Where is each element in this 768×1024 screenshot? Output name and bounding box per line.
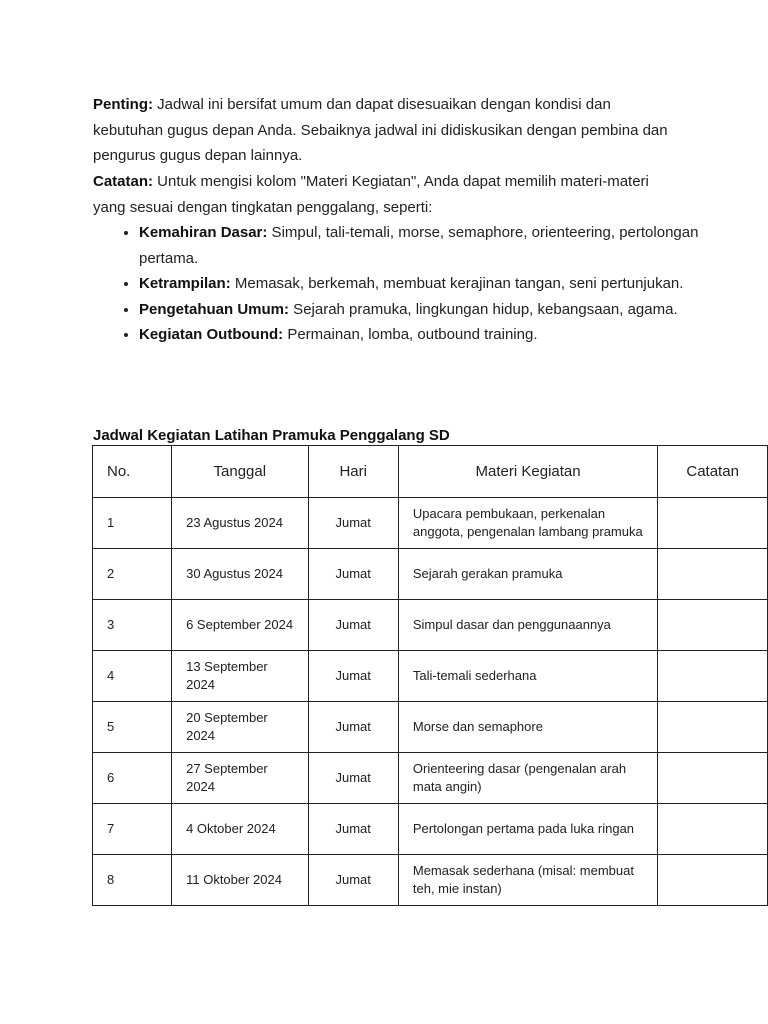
bullet-label: Kegiatan Outbound: bbox=[139, 326, 284, 344]
cell-catatan bbox=[658, 753, 768, 804]
cell-hari: Jumat bbox=[308, 804, 398, 855]
cell-hari: Jumat bbox=[308, 651, 398, 702]
cell-no: 6 bbox=[93, 753, 172, 804]
bullet-text: Permainan, lomba, outbound training. bbox=[283, 326, 538, 344]
table-row bbox=[93, 753, 768, 804]
cell-no: 8 bbox=[93, 855, 172, 906]
cell-materi: Tali-temali sederhana bbox=[398, 651, 657, 702]
cell-hari: Jumat bbox=[308, 702, 398, 753]
cell-no: 1 bbox=[93, 498, 172, 549]
table-row bbox=[93, 549, 768, 600]
cell-hari: Jumat bbox=[308, 498, 398, 549]
table-row bbox=[93, 855, 768, 906]
bullet-ketrampilan bbox=[139, 271, 699, 297]
cell-tanggal: 30 Agustus 2024 bbox=[172, 549, 308, 600]
cell-materi: Morse dan semaphore bbox=[398, 702, 657, 753]
header-tanggal: Tanggal bbox=[172, 446, 308, 498]
cell-no: 5 bbox=[93, 702, 172, 753]
table-row bbox=[93, 702, 768, 753]
cell-no: 3 bbox=[93, 600, 172, 651]
schedule-table bbox=[92, 445, 768, 906]
catatan-note bbox=[93, 169, 683, 220]
bullet-text: Memasak, berkemah, membuat kerajinan tangan, seni pertunjukan. bbox=[230, 275, 684, 293]
cell-materi: Sejarah gerakan pramuka bbox=[398, 549, 657, 600]
bullet-kemahiran-dasar bbox=[139, 220, 699, 271]
cell-tanggal: 23 Agustus 2024 bbox=[172, 498, 308, 549]
bullet-label: Pengetahuan Umum: bbox=[139, 300, 290, 318]
cell-hari: Jumat bbox=[308, 549, 398, 600]
cell-catatan bbox=[658, 651, 768, 702]
catatan-text: Untuk mengisi kolom "Materi Kegiatan", Anda dapat memilih materi-materi yang sesuai dengan tingkatan penggalang, seperti: bbox=[93, 173, 649, 216]
cell-hari: Jumat bbox=[308, 855, 398, 906]
bullet-text: Sejarah pramuka, lingkungan hidup, kebangsaan, agama. bbox=[289, 300, 678, 318]
important-note bbox=[93, 92, 683, 169]
cell-tanggal: 20 September 2024 bbox=[172, 702, 308, 753]
materi-bullet-list bbox=[93, 220, 699, 348]
bullet-label: Ketrampilan: bbox=[139, 275, 231, 293]
bullet-label: Kemahiran Dasar: bbox=[139, 224, 268, 241]
cell-materi: Memasak sederhana (misal: membuat teh, mie instan) bbox=[398, 855, 657, 906]
cell-tanggal: 6 September 2024 bbox=[172, 600, 308, 651]
cell-catatan bbox=[658, 498, 768, 549]
header-hari: Hari bbox=[308, 446, 398, 498]
cell-materi: Upacara pembukaan, perkenalan anggota, pengenalan lambang pramuka bbox=[398, 498, 657, 549]
cell-hari: Jumat bbox=[308, 600, 398, 651]
bullet-pengetahuan-umum bbox=[139, 297, 699, 323]
bullet-kegiatan-outbound bbox=[139, 322, 699, 348]
table-row bbox=[93, 498, 768, 549]
table-header-row bbox=[93, 446, 768, 498]
header-catatan: Catatan bbox=[658, 446, 768, 498]
cell-catatan bbox=[658, 549, 768, 600]
cell-no: 4 bbox=[93, 651, 172, 702]
header-no: No. bbox=[93, 446, 172, 498]
catatan-label: Catatan: bbox=[93, 173, 154, 190]
cell-materi: Pertolongan pertama pada luka ringan bbox=[398, 804, 657, 855]
schedule-table-title: Jadwal Kegiatan Latihan Pramuka Penggalang SD bbox=[93, 427, 450, 444]
bullet-text: Simpul, tali-temali, morse, semaphore, orienteering, pertolongan pertama. bbox=[139, 224, 699, 267]
table-row bbox=[93, 804, 768, 855]
important-text: Jadwal ini bersifat umum dan dapat disesuaikan dengan kondisi dan kebutuhan gugus depan Anda. Sebaiknya jadwal ini didiskusikan dengan pembina dan pengurus gugus depan lainnya. bbox=[93, 96, 668, 165]
cell-no: 7 bbox=[93, 804, 172, 855]
cell-materi: Simpul dasar dan penggunaannya bbox=[398, 600, 657, 651]
important-label: Penting: bbox=[93, 96, 153, 113]
cell-tanggal: 4 Oktober 2024 bbox=[172, 804, 308, 855]
cell-catatan bbox=[658, 855, 768, 906]
cell-hari: Jumat bbox=[308, 753, 398, 804]
cell-materi: Orienteering dasar (pengenalan arah mata angin) bbox=[398, 753, 657, 804]
cell-catatan bbox=[658, 600, 768, 651]
cell-tanggal: 11 Oktober 2024 bbox=[172, 855, 308, 906]
table-row bbox=[93, 651, 768, 702]
table-row bbox=[93, 600, 768, 651]
cell-catatan bbox=[658, 804, 768, 855]
cell-no: 2 bbox=[93, 549, 172, 600]
cell-tanggal: 27 September 2024 bbox=[172, 753, 308, 804]
cell-catatan bbox=[658, 702, 768, 753]
cell-tanggal: 13 September 2024 bbox=[172, 651, 308, 702]
header-materi: Materi Kegiatan bbox=[398, 446, 657, 498]
